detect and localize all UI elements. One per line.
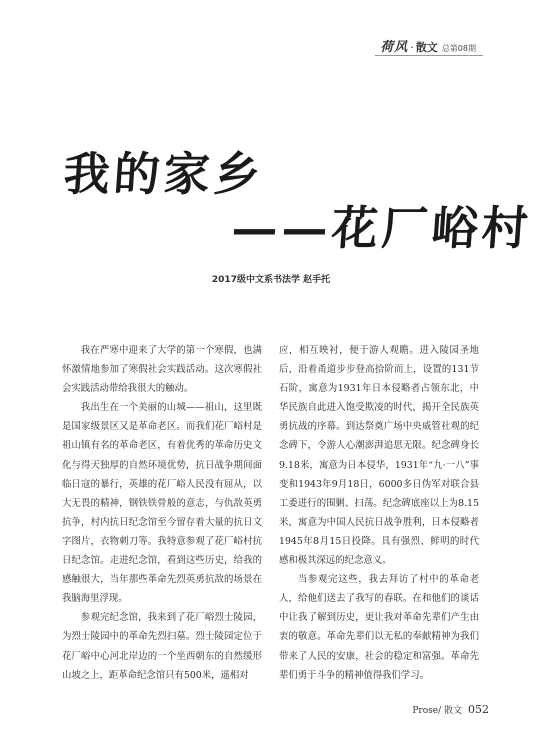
- header-separator: ·: [410, 41, 414, 54]
- footer-label: Prose/ 散文: [412, 706, 462, 716]
- article-title-line1: 我的家乡: [61, 147, 266, 201]
- body-column-left: [62, 341, 262, 685]
- header-brand: 荷风: [380, 40, 409, 55]
- paragraph: 应，相互映衬，便于游人观瞻。进入陵园圣地后，沿着甬道步步登高拾阶而上，设置的131节石阶，寓意为1931年日本侵略者占领东北，中华民族自此进入饱受欺凌的时代，揭开全民族英勇抗战的序幕。到达祭奠广场中央威管社观的纪念碑下，令游人心潮澎湃追思无限。纪念碑身长9.18米，寓意为日本侵华，1931年“九·一八”事变和1943年9月18日，6000多日伪军对联合县工委进行的围剿、扫荡。纪念碑底座以上为8.15米，寓意为中国人民抗日战争胜利，日本侵略者1945年8月15日投降。具有强烈、鲜明的时代感和极其深远的纪念意义。: [279, 345, 479, 567]
- paragraph: 参观完纪念馆，我来到了花厂峪烈士陵园，为烈士陵园中的革命先烈扫墓。烈士陵园定位于花厂峪中心河北岸边的一个坐西朝东的自然缓形山坡之上，距革命纪念馆只有500米，遥相对: [62, 612, 262, 681]
- body-column-right: [279, 341, 479, 685]
- page-header: [380, 36, 476, 55]
- header-rule: [375, 55, 483, 56]
- header-issue: 总第08期: [441, 44, 476, 53]
- page-number: 052: [468, 703, 489, 716]
- article-title-line2: ——花厂峪村: [229, 201, 534, 255]
- article-byline: 2017级中文系书法学 赵手托: [211, 275, 331, 285]
- paragraph: 我在严寒中迎来了大学的第一个寒假，也满怀激情地参加了寒假社会实践活动。这次寒假社会实践活动带给我很大的触动。: [62, 345, 262, 395]
- header-section: 散文: [415, 41, 438, 54]
- paragraph: 我出生在一个美丽的山城——祖山，这里既是国家级景区又是革命老区。而我们花厂峪村是祖山镇有名的革命老区，有着优秀的革命历史文化与得天独厚的自然环境优势，抗日战争期间面临日寇的暴行，英雄的花厂峪人民没有屈从，以大无畏的精神，钢铁铁骨般的意志，与仇敌英勇抗争，村内抗日纪念馆至今留存着大量的抗日文字图片，衣物刺刀等。我特意参观了花厂峪村抗日纪念馆。走进纪念馆，看到这些历史，给我的感触很大，当年那些革命先烈英勇抗敌的场景在我脑海里浮现。: [62, 402, 262, 605]
- paragraph: 当参观完这些，我去拜访了村中的革命老人，给他们送去了我写的春联。在和他们的谈话中让我了解到历史，更让我对革命先辈们产生由衷的敬意。革命先辈们以无私的奉献精神为我们带来了人民的安康，社会的稳定和富强。革命先辈们勇于斗争的精神值得我们学习。: [279, 574, 479, 681]
- page-footer: [412, 703, 489, 716]
